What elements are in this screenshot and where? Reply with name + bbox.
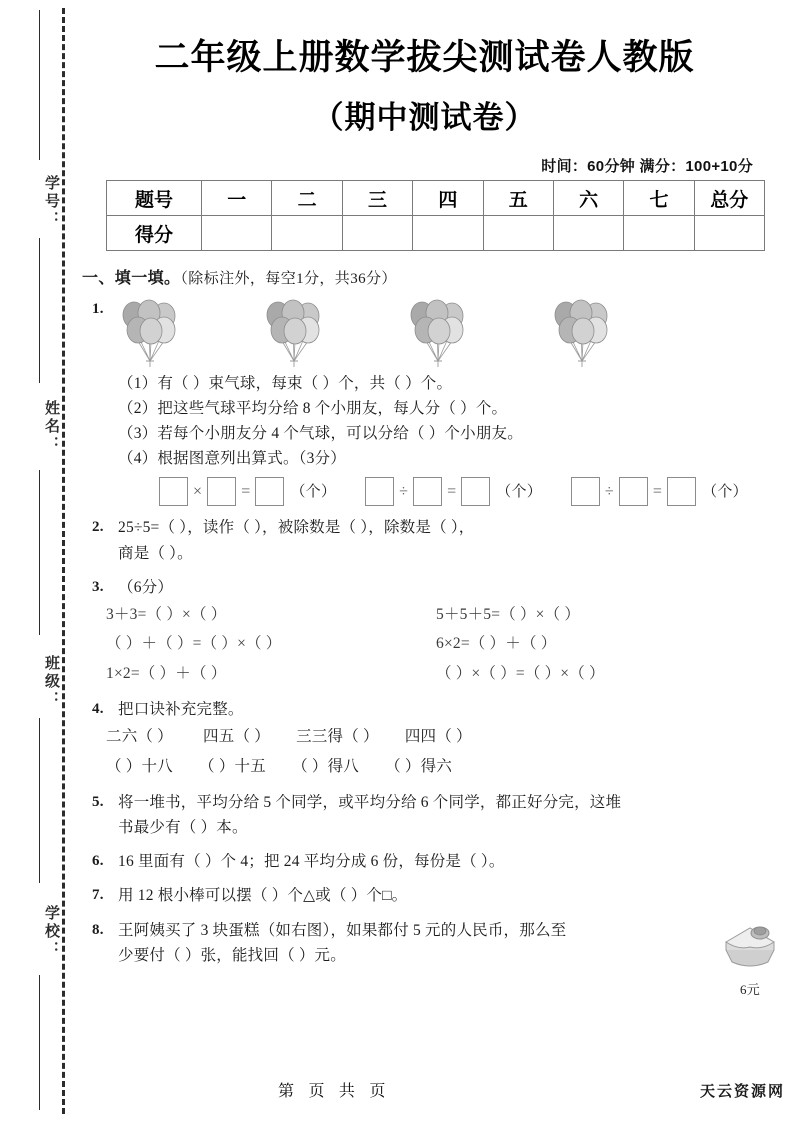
score-table-header-cell: 五 xyxy=(483,181,553,216)
question-number: 6. xyxy=(92,853,104,870)
answer-box[interactable] xyxy=(413,477,442,506)
question-8-body xyxy=(118,918,793,968)
exam-meta: 时间：60分钟 满分：100+10分 xyxy=(541,158,753,175)
answer-box[interactable] xyxy=(571,477,600,506)
section-heading-text: 一、填一填。 xyxy=(82,270,181,287)
seal-solid-line xyxy=(39,718,40,883)
question-1-sub-4: （4）根据图意列出算式。（3分） xyxy=(118,450,346,468)
operator-symbol: × xyxy=(193,482,203,500)
operator-symbol: = xyxy=(447,482,457,500)
question-3-body xyxy=(118,575,793,600)
score-table-header-cell: 六 xyxy=(553,181,623,216)
mnemonic-blank: （ ）得八 xyxy=(292,757,359,775)
question-4-row-2 xyxy=(106,752,793,781)
question-1 xyxy=(78,297,793,506)
answer-box[interactable] xyxy=(461,477,490,506)
table-row xyxy=(107,181,765,216)
equation-unit: （个） xyxy=(290,483,337,500)
equation-row xyxy=(106,659,793,688)
question-number: 3. xyxy=(92,578,104,595)
score-input-cell[interactable] xyxy=(202,216,272,251)
balloon-bunch-icon xyxy=(550,297,616,369)
seal-solid-line xyxy=(39,975,40,1110)
question-number: 4. xyxy=(92,701,104,718)
score-table-header-cell: 题号 xyxy=(107,181,202,216)
answer-box[interactable] xyxy=(365,477,394,506)
score-table-header-cell: 总分 xyxy=(694,181,764,216)
question-2 xyxy=(78,515,793,565)
answer-box[interactable] xyxy=(667,477,696,506)
question-2-body xyxy=(118,515,793,565)
section-heading-note: （除标注外，每空1分，共36分） xyxy=(180,271,397,287)
operator-symbol: ÷ xyxy=(604,482,614,500)
question-2-line-1: 25÷5=（ ），读作（ ），被除数是（ ），除数是（ ）， xyxy=(118,519,475,537)
mnemonic-blank: （ ）十八 xyxy=(106,757,173,775)
equation-right: （ ）×（ ）=（ ）×（ ） xyxy=(436,664,605,682)
box-equation xyxy=(156,477,336,506)
cake-figure xyxy=(713,920,787,1000)
balloon-bunch-icon xyxy=(406,297,472,369)
question-3-title: （6分） xyxy=(118,578,174,596)
score-table-label-cell: 得分 xyxy=(107,216,202,251)
question-5-body xyxy=(118,790,793,840)
seal-solid-line xyxy=(39,10,40,160)
score-table-header-cell: 二 xyxy=(272,181,342,216)
answer-box[interactable] xyxy=(207,477,236,506)
question-1-equation-row xyxy=(156,477,793,506)
question-8 xyxy=(78,918,793,997)
box-equation xyxy=(568,477,748,506)
footer-page-number: 第 页 共 页 xyxy=(278,1083,391,1100)
question-6 xyxy=(78,849,793,874)
balloon-bunch-icon xyxy=(118,297,184,369)
answer-box[interactable] xyxy=(255,477,284,506)
score-input-cell[interactable] xyxy=(272,216,342,251)
score-input-cell[interactable] xyxy=(342,216,412,251)
mnemonic-blank: 三三得（ ） xyxy=(296,728,379,746)
question-4-title: 把口诀补充完整。 xyxy=(118,701,244,719)
operator-symbol: = xyxy=(241,482,251,500)
question-6-body xyxy=(118,849,793,874)
score-input-cell[interactable] xyxy=(483,216,553,251)
box-equation xyxy=(362,477,542,506)
mnemonic-blank: 四五（ ） xyxy=(203,728,270,746)
score-input-cell[interactable] xyxy=(413,216,483,251)
equation-left: （ ）＋（ ）=（ ）×（ ） xyxy=(106,635,282,653)
question-7 xyxy=(78,883,793,908)
question-number: 8. xyxy=(92,921,104,938)
balloon-bunch-icon xyxy=(262,297,328,369)
margin-label-school: 学校： xyxy=(43,905,60,959)
equation-left: 3＋3=（ ）×（ ） xyxy=(106,605,227,623)
question-3 xyxy=(78,575,793,688)
question-8-line-2: 少要付（ ）张，能找回（ ）元。 xyxy=(118,946,346,964)
exam-page xyxy=(78,0,793,1122)
equation-row xyxy=(106,629,793,658)
score-input-cell[interactable] xyxy=(624,216,694,251)
mnemonic-blank: 二六（ ） xyxy=(106,728,173,746)
score-table-header-cell: 四 xyxy=(413,181,483,216)
question-1-sub-1: （1）有（ ）束气球，每束（ ）个，共（ ）个。 xyxy=(118,375,453,392)
question-5 xyxy=(78,790,793,840)
seal-margin xyxy=(0,0,78,1122)
question-1-body xyxy=(118,371,793,471)
score-table-container xyxy=(106,180,765,251)
question-2-line-2: 商是（ ）。 xyxy=(118,544,193,562)
equation-unit: （个） xyxy=(496,483,542,500)
question-5-line-1: 将一堆书，平均分给 5 个同学，或平均分给 6 个同学，都正好分完，这堆 xyxy=(118,794,622,812)
balloon-figure-row xyxy=(118,297,793,369)
question-7-body xyxy=(118,883,793,908)
score-input-cell[interactable] xyxy=(694,216,764,251)
question-4 xyxy=(78,697,793,781)
question-1-sub-2: （2）把这些气球平均分给 8 个小朋友，每人分（ ）个。 xyxy=(118,400,508,418)
seal-dashed-line xyxy=(62,8,65,1114)
section-heading-one xyxy=(82,265,793,288)
cake-icon xyxy=(718,920,782,970)
question-number: 1. xyxy=(92,301,104,317)
table-row xyxy=(107,216,765,251)
watermark-label: 天云资源网 xyxy=(699,1083,785,1100)
question-number: 7. xyxy=(92,887,104,904)
score-table-header-cell: 一 xyxy=(202,181,272,216)
equation-right: 6×2=（ ）＋（ ） xyxy=(436,635,557,653)
margin-label-class: 班级： xyxy=(43,655,60,709)
operator-symbol: ÷ xyxy=(399,482,409,500)
question-4-row-1 xyxy=(106,722,793,751)
score-table xyxy=(106,180,765,251)
score-table-header-cell: 三 xyxy=(342,181,412,216)
question-1-sub-3: （3）若每个小朋友分 4 个气球，可以分给（ ）个小朋友。 xyxy=(118,425,523,443)
equation-left: 1×2=（ ）＋（ ） xyxy=(106,664,227,682)
equation-row xyxy=(106,600,793,629)
cake-price-label: 6元 xyxy=(740,981,760,997)
page-title: 二年级上册数学拔尖测试卷人教版 xyxy=(154,38,695,77)
question-5-line-2: 书最少有（ ）本。 xyxy=(118,819,248,837)
question-number: 2. xyxy=(92,519,104,536)
seal-solid-line xyxy=(39,238,40,383)
page-footer xyxy=(78,1076,793,1106)
question-4-body xyxy=(118,697,793,722)
margin-label-name: 姓名： xyxy=(43,400,60,454)
seal-solid-line xyxy=(39,470,40,635)
question-6-line-1: 16 里面有（ ）个 4；把 24 平均分成 6 份，每份是（ ）。 xyxy=(118,853,505,871)
answer-box[interactable] xyxy=(159,477,188,506)
operator-symbol: = xyxy=(652,482,663,500)
question-number: 5. xyxy=(92,794,104,811)
mnemonic-blank: （ ）得六 xyxy=(385,757,453,775)
margin-label-student-id: 学号： xyxy=(43,175,60,229)
question-3-equation-grid xyxy=(106,600,793,688)
question-7-line-1: 用 12 根小棒可以摆（ ）个△或（ ）个□。 xyxy=(118,887,408,905)
score-input-cell[interactable] xyxy=(553,216,623,251)
question-8-line-1: 王阿姨买了 3 块蛋糕（如右图），如果都付 5 元的人民币，那么至 xyxy=(118,921,567,939)
equation-unit: （个） xyxy=(702,483,748,500)
page-subtitle: （期中测试卷） xyxy=(312,100,537,135)
equation-right: 5＋5＋5=（ ）×（ ） xyxy=(436,605,581,623)
score-table-header-cell: 七 xyxy=(624,181,694,216)
mnemonic-blank: （ ）十五 xyxy=(199,757,266,775)
mnemonic-blank: 四四（ ） xyxy=(404,728,472,746)
answer-box[interactable] xyxy=(619,477,648,506)
